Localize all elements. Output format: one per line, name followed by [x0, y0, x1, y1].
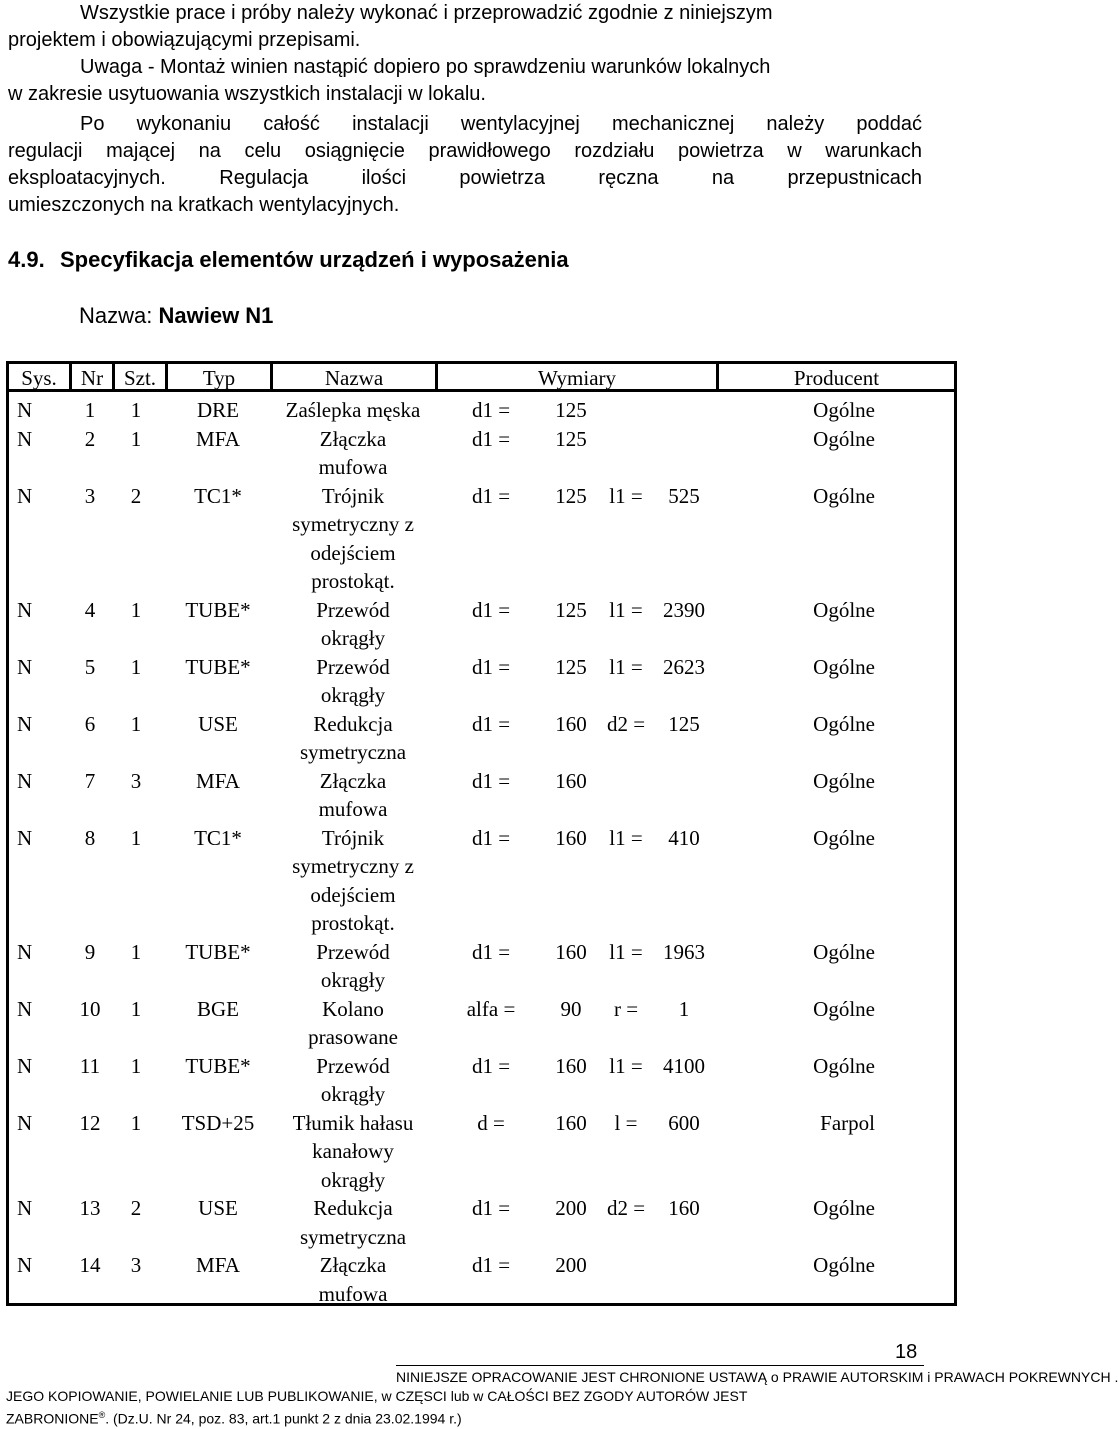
header-nr: Nr	[72, 365, 112, 392]
cell-nr: 10	[79, 996, 101, 1021]
cell-nazwa: Przewód okrągły	[316, 597, 390, 650]
cell-dim-key: l1 =	[609, 825, 643, 850]
paragraph-installation-note	[8, 54, 922, 108]
cell-dim-key: l1 =	[609, 939, 643, 964]
cell-producent: Farpol	[820, 1110, 875, 1135]
text-line: projektem i obowiązującymi przepisami.	[8, 29, 361, 51]
footer-line: NINIEJSZE OPRACOWANIE JEST CHRONIONE USTAWĄ o PRAWIE AUTORSKIM i PRAWACH POKREWNYCH .	[396, 1369, 1118, 1385]
table-row	[9, 396, 954, 425]
section-number: 4.9.	[8, 247, 45, 272]
cell-typ: MFA	[196, 768, 240, 793]
table-row	[9, 653, 954, 710]
cell-dim-value: 160	[555, 1110, 587, 1135]
cell-sys: N	[17, 1196, 33, 1220]
cell-producent: Ogólne	[813, 483, 875, 508]
cell-producent: Ogólne	[813, 1253, 875, 1277]
cell-nazwa: Trójnik symetryczny z odejściem prostokąt.	[292, 825, 414, 935]
cell-szt: 1	[130, 426, 142, 451]
cell-dim-value: 410	[668, 825, 700, 850]
cell-nr: 7	[84, 768, 96, 793]
cell-sys: N	[17, 711, 33, 736]
cell-producent: Ogólne	[813, 825, 875, 850]
cell-szt: 1	[130, 711, 142, 736]
cell-nr: 2	[84, 426, 96, 451]
cell-producent: Ogólne	[813, 1053, 875, 1078]
cell-sys: N	[17, 483, 33, 508]
cell-dim-key: d2 =	[606, 1196, 646, 1220]
cell-sys: N	[17, 1253, 33, 1277]
specification-table	[6, 361, 957, 1306]
cell-dim-value: 1963	[663, 939, 705, 964]
cell-producent: Ogólne	[813, 711, 875, 736]
cell-nr: 3	[84, 483, 96, 508]
copyright-footer	[6, 1368, 1118, 1429]
cell-dim-key: l1 =	[609, 597, 643, 622]
footer-line	[6, 1406, 926, 1429]
cell-dim-key: d2 =	[606, 711, 646, 736]
cell-producent: Ogólne	[813, 597, 875, 622]
cell-producent: Ogólne	[813, 654, 875, 679]
cell-typ: TSD+25	[181, 1110, 255, 1135]
cell-typ: TUBE*	[185, 939, 251, 964]
cell-dim-key: d =	[477, 1110, 505, 1135]
cell-sys: N	[17, 426, 33, 451]
cell-producent: Ogólne	[813, 768, 875, 793]
cell-szt: 3	[130, 768, 142, 793]
cell-dim-key: l1 =	[609, 654, 643, 679]
cell-szt: 1	[130, 654, 142, 679]
paragraph-works-compliance	[8, 0, 922, 54]
table-row	[9, 767, 954, 824]
cell-dim-value: 160	[555, 825, 587, 850]
cell-dim-value: 125	[555, 597, 587, 622]
cell-producent: Ogólne	[813, 398, 875, 422]
table-row	[9, 938, 954, 995]
cell-nazwa: Zaślepka męska	[285, 398, 421, 422]
cell-sys: N	[17, 768, 33, 793]
cell-nazwa: Złączka mufowa	[318, 426, 388, 479]
cell-nr: 14	[79, 1253, 101, 1277]
cell-dim-value: 160	[555, 939, 587, 964]
section-heading	[8, 247, 569, 273]
footer-rule	[396, 1365, 924, 1366]
cell-nr: 4	[84, 597, 96, 622]
cell-dim-key: d1 =	[471, 654, 511, 679]
cell-dim-key: d1 =	[471, 483, 511, 508]
cell-nazwa: Złączka mufowa	[318, 1253, 388, 1306]
cell-nazwa: Złączka mufowa	[318, 768, 388, 821]
table-row	[9, 824, 954, 938]
cell-nr: 8	[84, 825, 96, 850]
cell-sys: N	[17, 597, 33, 622]
cell-szt: 2	[130, 1196, 142, 1220]
cell-dim-value: 200	[555, 1253, 587, 1277]
cell-producent: Ogólne	[813, 426, 875, 451]
header-typ: Typ	[168, 365, 270, 392]
cell-dim-value: 2390	[663, 597, 705, 622]
header-sys: Sys.	[9, 365, 69, 392]
table-row	[9, 710, 954, 767]
cell-dim-key: d1 =	[471, 426, 511, 451]
cell-dim-key: d1 =	[471, 597, 511, 622]
cell-szt: 3	[130, 1253, 142, 1277]
cell-dim-value: 125	[555, 483, 587, 508]
cell-nazwa: Redukcja symetryczna	[299, 711, 407, 764]
cell-sys: N	[17, 939, 33, 964]
cell-dim-value: 200	[555, 1196, 587, 1220]
cell-szt: 1	[130, 1053, 142, 1078]
cell-dim-key: d1 =	[471, 825, 511, 850]
cell-dim-key: d1 =	[471, 1196, 511, 1220]
text-line: Uwaga - Montaż winien nastąpić dopiero po sprawdzeniu warunków lokalnych	[80, 56, 771, 78]
header-wymiary: Wymiary	[438, 365, 716, 392]
cell-dim-value: 160	[555, 1053, 587, 1078]
cell-typ: TC1*	[194, 483, 242, 508]
cell-nazwa: Przewód okrągły	[316, 1053, 390, 1106]
text-line: Po wykonaniu całość instalacji wentylacyjnej mechanicznej należy poddać	[80, 113, 922, 135]
text-line: regulacji mającej na celu osiągnięcie prawidłowego rozdziału powietrza w warunkach	[8, 140, 922, 162]
cell-nazwa: Trójnik symetryczny z odejściem prostokąt.	[292, 483, 414, 593]
header-nazwa: Nazwa	[273, 365, 435, 392]
paragraph-ventilation-regulation	[8, 111, 922, 219]
cell-typ: TUBE*	[185, 597, 251, 622]
cell-nr: 5	[84, 654, 96, 679]
table-row	[9, 1251, 954, 1308]
cell-typ: TC1*	[194, 825, 242, 850]
header-producent: Producent	[719, 365, 954, 392]
cell-nazwa: Redukcja symetryczna	[299, 1196, 407, 1249]
cell-producent: Ogólne	[813, 996, 875, 1021]
cell-dim-key: d1 =	[471, 711, 511, 736]
cell-dim-value: 125	[555, 654, 587, 679]
table-top-rule	[9, 361, 954, 364]
cell-nr: 1	[84, 398, 96, 422]
cell-sys: N	[17, 1110, 33, 1135]
text-line: Wszystkie prace i próby należy wykonać i przeprowadzić zgodnie z niniejszym	[80, 2, 773, 24]
cell-typ: USE	[198, 711, 238, 736]
footer-text: . (Dz.U. Nr 24, poz. 83, art.1 punkt 2 z dnia 23.02.1994 r.)	[105, 1410, 462, 1427]
cell-nr: 11	[79, 1053, 101, 1078]
table-row	[9, 1194, 954, 1251]
cell-sys: N	[17, 1053, 33, 1078]
cell-dim-key: l =	[614, 1110, 638, 1135]
cell-szt: 1	[130, 825, 142, 850]
cell-szt: 1	[130, 1110, 142, 1135]
section-title: Specyfikacja elementów urządzeń i wyposażenia	[60, 247, 569, 272]
header-szt: Szt.	[115, 365, 165, 392]
cell-nr: 12	[79, 1110, 101, 1135]
cell-sys: N	[17, 996, 33, 1021]
cell-dim-value: 2623	[663, 654, 705, 679]
cell-typ: TUBE*	[185, 1053, 251, 1078]
cell-dim-key: l1 =	[609, 1053, 643, 1078]
subtitle-label: Nazwa:	[79, 303, 153, 328]
table-row	[9, 1109, 954, 1195]
table-row	[9, 995, 954, 1052]
cell-szt: 1	[130, 996, 142, 1021]
cell-typ: MFA	[196, 1253, 240, 1277]
section-subtitle	[79, 303, 273, 329]
cell-dim-value: 90	[560, 996, 582, 1021]
cell-nazwa: Kolano prasowane	[308, 996, 398, 1049]
cell-nr: 6	[84, 711, 96, 736]
cell-dim-value: 600	[668, 1110, 700, 1135]
text-line: w zakresie usytuowania wszystkich instalacji w lokalu.	[8, 83, 486, 105]
cell-dim-value: 125	[555, 426, 587, 451]
cell-dim-key: l1 =	[609, 483, 643, 508]
subtitle-value: Nawiew N1	[158, 303, 274, 328]
cell-dim-key: d1 =	[471, 1053, 511, 1078]
page-number: 18	[895, 1341, 918, 1363]
footer-text: ZABRONIONE	[6, 1410, 99, 1427]
text-line: eksploatacyjnych. Regulacja ilości powietrza ręczna na przepustnicach	[8, 167, 922, 189]
cell-typ: TUBE*	[185, 654, 251, 679]
cell-dim-value: 125	[668, 711, 700, 736]
cell-szt: 1	[130, 939, 142, 964]
cell-dim-key: r =	[613, 996, 639, 1021]
cell-dim-value: 1	[678, 996, 690, 1021]
table-row	[9, 425, 954, 482]
cell-nazwa: Przewód okrągły	[316, 939, 390, 992]
cell-dim-value: 160	[555, 711, 587, 736]
table-row	[9, 596, 954, 653]
cell-sys: N	[17, 654, 33, 679]
cell-dim-value: 4100	[663, 1053, 705, 1078]
registered-mark: ®	[98, 1410, 106, 1420]
cell-typ: DRE	[197, 398, 239, 422]
cell-dim-value: 525	[668, 483, 700, 508]
cell-dim-key: d1 =	[471, 1253, 511, 1277]
cell-dim-value: 125	[555, 398, 587, 422]
cell-dim-key: d1 =	[471, 768, 511, 793]
cell-nr: 13	[79, 1196, 101, 1220]
cell-sys: N	[17, 825, 33, 850]
cell-dim-value: 160	[555, 768, 587, 793]
cell-dim-key: d1 =	[471, 398, 511, 422]
cell-typ: USE	[198, 1196, 238, 1220]
cell-producent: Ogólne	[813, 939, 875, 964]
cell-typ: MFA	[196, 426, 240, 451]
cell-producent: Ogólne	[813, 1196, 875, 1220]
cell-nr: 9	[84, 939, 96, 964]
cell-typ: BGE	[197, 996, 239, 1021]
cell-dim-key: alfa =	[466, 996, 516, 1021]
cell-szt: 1	[130, 398, 142, 422]
table-row	[9, 1052, 954, 1109]
cell-dim-key: d1 =	[471, 939, 511, 964]
cell-sys: N	[17, 398, 33, 422]
text-line: umieszczonych na kratkach wentylacyjnych.	[8, 194, 400, 216]
cell-nazwa: Tłumik hałasu kanałowy okrągły	[292, 1110, 414, 1192]
cell-szt: 2	[130, 483, 142, 508]
table-row	[9, 482, 954, 596]
cell-nazwa: Przewód okrągły	[316, 654, 390, 707]
footer-line: JEGO KOPIOWANIE, POWIELANIE LUB PUBLIKOWANIE, w CZĘSCI lub w CAŁOŚCI BEZ ZGODY AUTORÓW JEST	[6, 1388, 748, 1404]
cell-dim-value: 160	[668, 1196, 700, 1220]
cell-szt: 1	[130, 597, 142, 622]
